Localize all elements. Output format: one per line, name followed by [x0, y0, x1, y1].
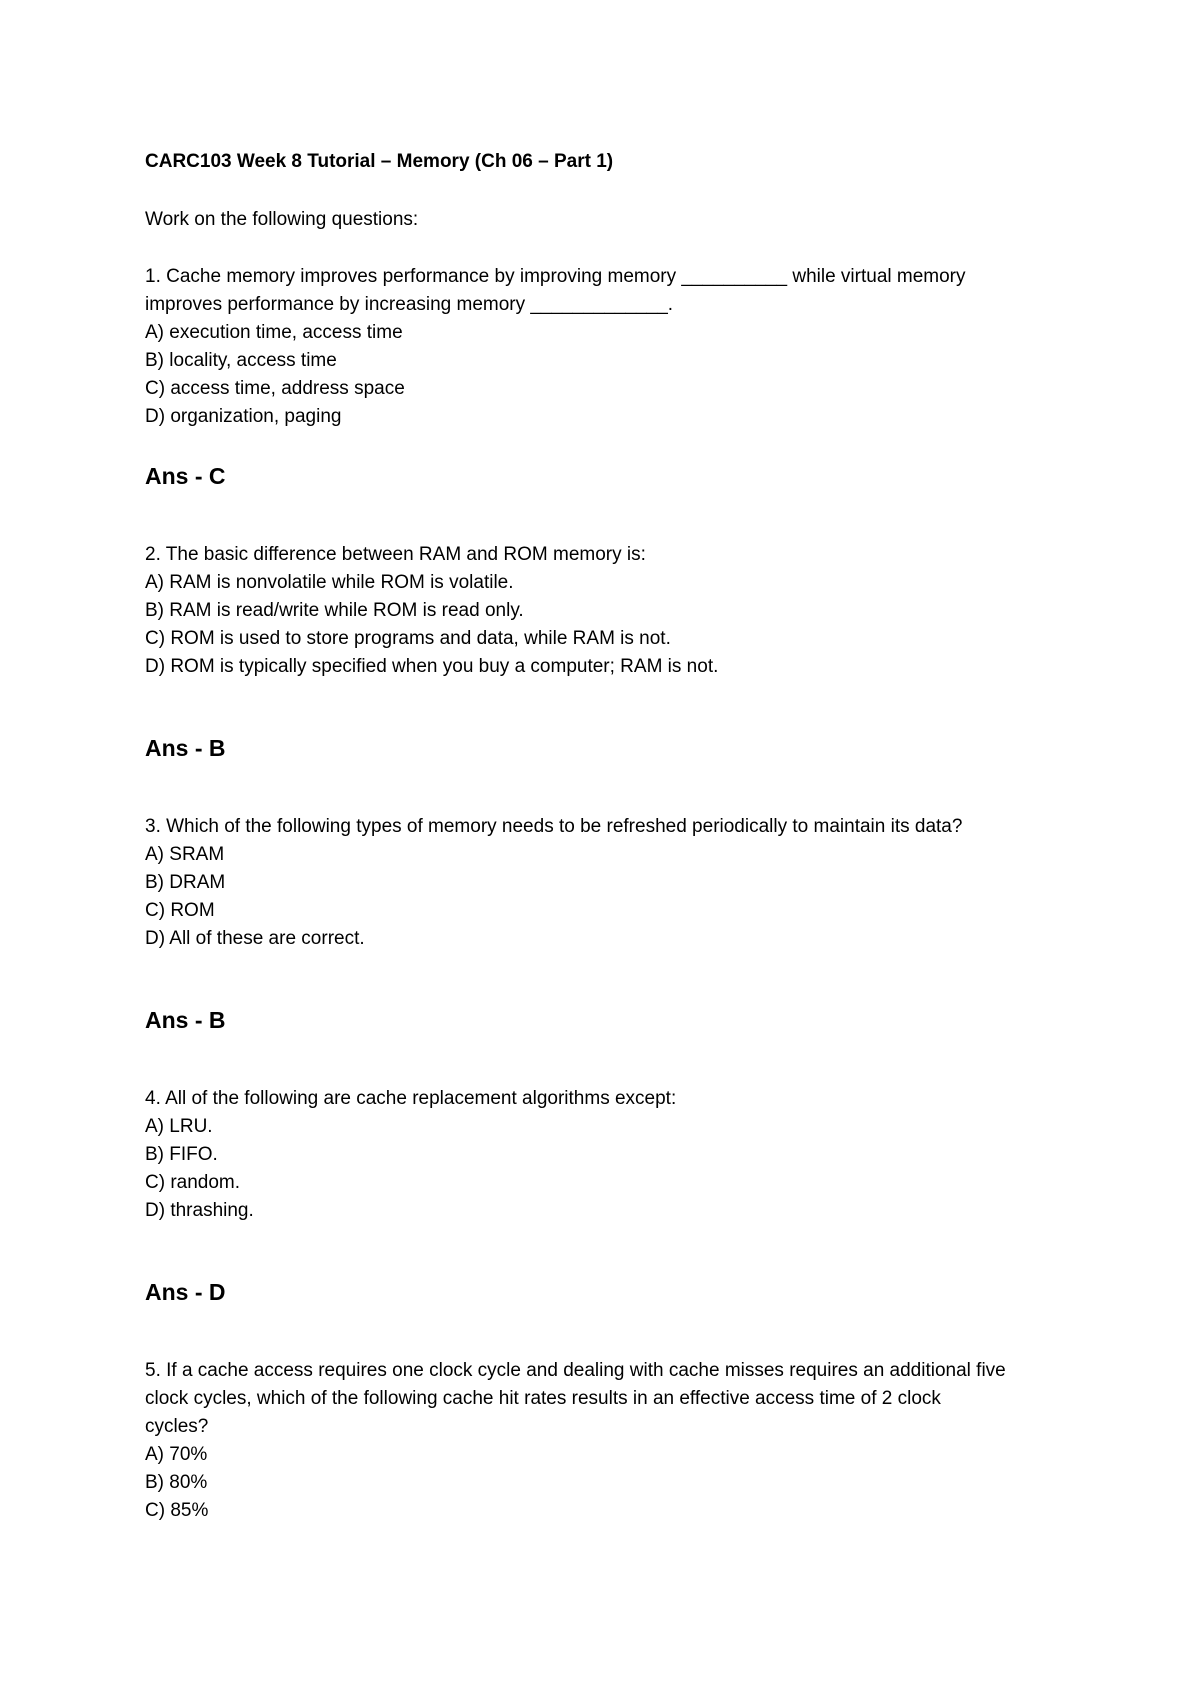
question-4 [145, 1085, 1075, 1225]
question-1-option-a: A) execution time, access time [145, 322, 403, 343]
question-3-option-d: D) All of these are correct. [145, 928, 365, 949]
question-2-option-b: B) RAM is read/write while ROM is read only. [145, 600, 524, 621]
question-3-answer: Ans - B [145, 1007, 226, 1033]
question-2-option-c: C) ROM is used to store programs and data, while RAM is not. [145, 628, 671, 649]
question-2-answer: Ans - B [145, 735, 226, 761]
question-4-option-b: B) FIFO. [145, 1144, 218, 1165]
question-5-option-c: C) 85% [145, 1500, 209, 1521]
question-2-options [145, 569, 1075, 681]
question-1-text-line-1: 1. Cache memory improves performance by improving memory __________ while virtual memory [145, 266, 966, 287]
question-1-option-c: C) access time, address space [145, 378, 405, 399]
question-1 [145, 263, 1075, 431]
question-4-answer: Ans - D [145, 1279, 226, 1305]
question-5-option-b: B) 80% [145, 1472, 208, 1493]
question-1-options [145, 319, 1075, 431]
question-5-text-line-1: 5. If a cache access requires one clock cycle and dealing with cache misses requires an additional five [145, 1360, 1006, 1381]
question-5-text-line-3: cycles? [145, 1416, 209, 1437]
question-5-text-line-2: clock cycles, which of the following cache hit rates results in an effective access time of 2 clock [145, 1388, 941, 1409]
question-3-option-b: B) DRAM [145, 872, 226, 893]
question-5-option-a: A) 70% [145, 1444, 208, 1465]
question-4-option-a: A) LRU. [145, 1116, 213, 1137]
question-3-option-a: A) SRAM [145, 844, 225, 865]
document-content [145, 148, 1075, 1525]
question-4-option-c: C) random. [145, 1172, 241, 1193]
question-1-option-d: D) organization, paging [145, 406, 342, 427]
question-1-option-b: B) locality, access time [145, 350, 337, 371]
question-1-text-line-2: improves performance by increasing memory _____________. [145, 294, 674, 315]
question-4-text: 4. All of the following are cache replacement algorithms except: [145, 1088, 677, 1109]
question-2 [145, 541, 1075, 681]
question-3-text: 3. Which of the following types of memory needs to be refreshed periodically to maintain its data? [145, 816, 963, 837]
question-2-text: 2. The basic difference between RAM and ROM memory is: [145, 544, 646, 565]
question-2-option-d: D) ROM is typically specified when you buy a computer; RAM is not. [145, 656, 719, 677]
question-5 [145, 1357, 1075, 1525]
document-title: CARC103 Week 8 Tutorial – Memory (Ch 06 – Part 1) [145, 151, 614, 172]
question-3 [145, 813, 1075, 953]
question-2-option-a: A) RAM is nonvolatile while ROM is volatile. [145, 572, 514, 593]
question-4-options [145, 1113, 1075, 1225]
question-5-options [145, 1441, 1075, 1525]
question-3-options [145, 841, 1075, 953]
intro-text: Work on the following questions: [145, 209, 419, 230]
question-4-option-d: D) thrashing. [145, 1200, 254, 1221]
question-1-answer: Ans - C [145, 463, 226, 489]
question-3-option-c: C) ROM [145, 900, 215, 921]
